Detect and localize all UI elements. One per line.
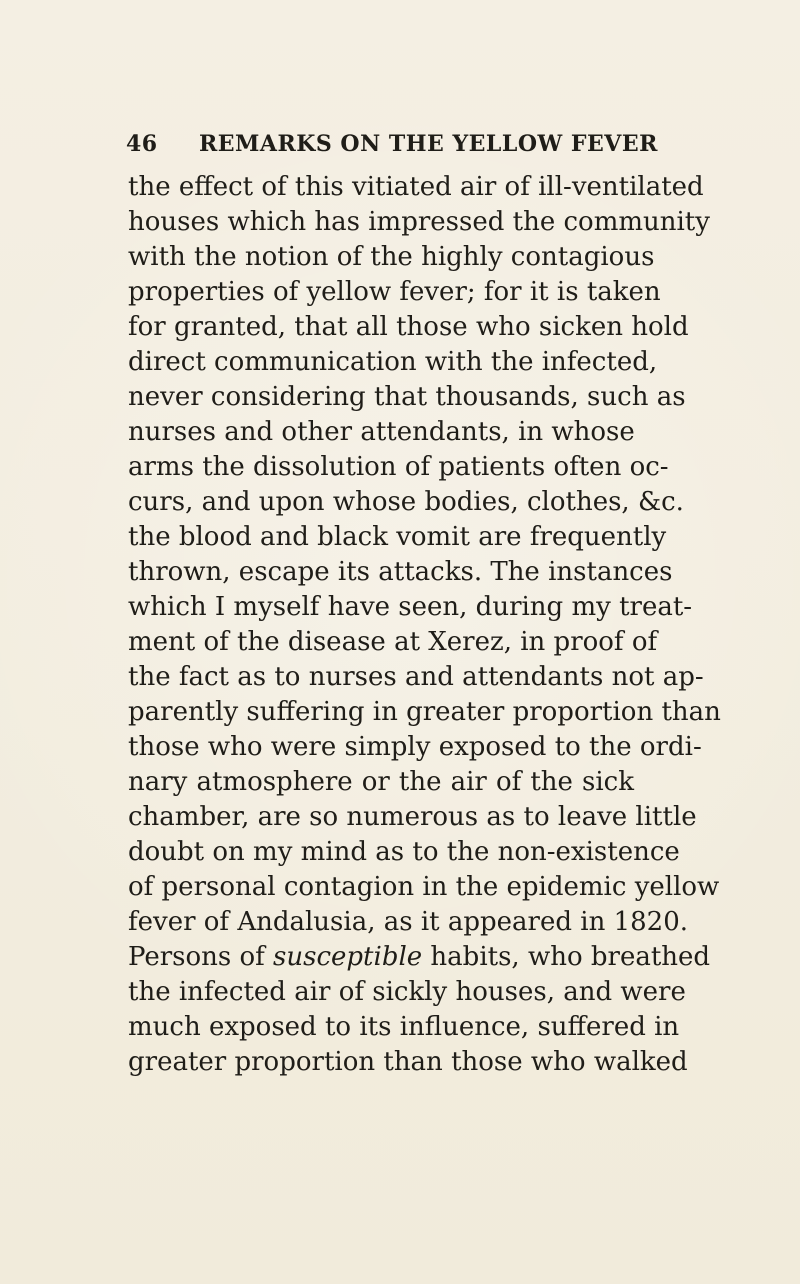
text-line: fever of Andalusia, as it appeared in 1820. bbox=[128, 907, 689, 937]
text-line bbox=[128, 940, 711, 975]
text-segment: Persons of bbox=[128, 942, 274, 972]
text-line: ment of the disease at Xerez, in proof of bbox=[128, 627, 658, 657]
body-text bbox=[128, 170, 721, 1080]
text-line: for granted, that all those who sicken hold bbox=[128, 312, 689, 342]
text-line: thrown, escape its attacks. The instances bbox=[128, 557, 673, 587]
running-title: REMARKS ON THE YELLOW FEVER bbox=[199, 131, 658, 157]
text-line: arms the dissolution of patients often oc- bbox=[128, 452, 669, 482]
text-line: direct communication with the infected, bbox=[128, 347, 658, 377]
text-line: those who were simply exposed to the ordi- bbox=[128, 732, 702, 762]
text-line: the infected air of sickly houses, and were bbox=[128, 977, 686, 1007]
text-line: chamber, are so numerous as to leave little bbox=[128, 802, 697, 832]
text-line: the effect of this vitiated air of ill-ventilated bbox=[128, 172, 704, 202]
text-line: the fact as to nurses and attendants not ap- bbox=[128, 662, 704, 692]
page-number: 46 bbox=[126, 131, 158, 157]
text-line: houses which has impressed the community bbox=[128, 207, 710, 237]
emphasized-word: susceptible bbox=[273, 942, 423, 972]
text-line: much exposed to its influence, suffered in bbox=[128, 1012, 680, 1042]
text-segment: habits, who breathed bbox=[422, 942, 711, 972]
text-line: nary atmosphere or the air of the sick bbox=[128, 767, 634, 797]
text-line: properties of yellow fever; for it is taken bbox=[128, 277, 661, 307]
text-line: greater proportion than those who walked bbox=[128, 1047, 688, 1077]
text-line: doubt on my mind as to the non-existence bbox=[128, 837, 680, 867]
page-header bbox=[126, 131, 658, 165]
text-line: the blood and black vomit are frequently bbox=[128, 522, 667, 552]
text-line: which I myself have seen, during my treat- bbox=[128, 592, 693, 622]
text-line: parently suffering in greater proportion than bbox=[128, 697, 721, 727]
text-line: of personal contagion in the epidemic yellow bbox=[128, 872, 720, 902]
text-line: never considering that thousands, such as bbox=[128, 382, 686, 412]
text-line: with the notion of the highly contagious bbox=[128, 242, 655, 272]
text-line: curs, and upon whose bodies, clothes, &c. bbox=[128, 487, 684, 517]
text-line: nurses and other attendants, in whose bbox=[128, 417, 635, 447]
